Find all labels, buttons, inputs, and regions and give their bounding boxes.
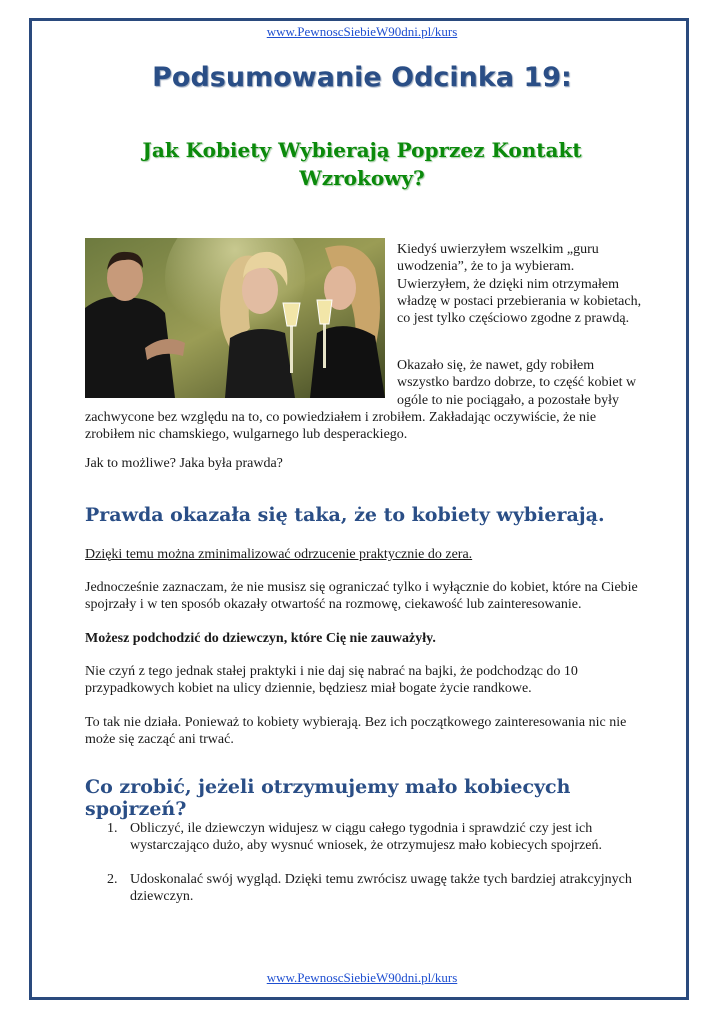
intro-paragraph-1: Kiedyś uwierzyłem wszelkim „guru uwodzenia”, że to ja wybieram. Uwierzyłem, że dzięki nim otrzymałem władzę w postaci przebierania w kobietach, co jest tylko częściowo zgodne z prawdą. (397, 242, 642, 327)
intro-paragraph-3: Jak to możliwe? Jaka była prawda? (85, 456, 283, 471)
section1-paragraph-4: Nie czyń z tego jednak stałej praktyki i nie daj się nabrać na bajki, że podchodząc do 10 przypadkowych kobiet na ulicy dziennie, będziesz miał bogate życie randkowe. (85, 664, 578, 697)
list-item-number: 2. (107, 871, 118, 887)
steps-list (85, 820, 645, 921)
header-link[interactable]: www.PewnoscSiebieW90dni.pl/kurs (266, 24, 458, 39)
list-item (85, 820, 645, 855)
photo-man-and-women-with-champagne (85, 238, 385, 398)
section-heading-truth: Prawda okazała się taka, że to kobiety wybierają. (85, 504, 605, 526)
section1-paragraph-5: To tak nie działa. Ponieważ to kobiety wybierają. Bez ich początkowego zainteresowania nic nie może się zacząć ani trwać. (85, 715, 627, 748)
footer-link[interactable]: www.PewnoscSiebieW90dni.pl/kurs (266, 970, 458, 985)
section1-paragraph-3: Możesz podchodzić do dziewczyn, które Cię nie zauważyły. (85, 631, 436, 646)
page-subtitle: Jak Kobiety Wybierają Poprzez Kontakt Wzrokowy? (142, 138, 582, 190)
section-heading-what-to-do: Co zrobić, jeżeli otrzymujemy mało kobiecych spojrzeń? (85, 776, 571, 820)
list-item-text: Udoskonalać swój wygląd. Dzięki temu zwrócisz uwagę także tych bardziej atrakcyjnych dziewczyn. (130, 871, 632, 904)
list-item (85, 871, 645, 906)
page-title: Podsumowanie Odcinka 19: (152, 62, 572, 93)
section1-paragraph-2: Jednocześnie zaznaczam, że nie musisz się ograniczać tylko i wyłącznie do kobiet, które na Ciebie spojrzały i w ten sposób okazały otwartość na rozmowę, ciekawość lub zainteresowanie. (85, 580, 638, 613)
section1-paragraph-1: Dzięki temu można zminimalizować odrzucenie praktycznie do zera. (85, 547, 473, 562)
list-item-number: 1. (107, 821, 118, 836)
list-item-text: Obliczyć, ile dziewczyn widujesz w ciągu całego tygodnia i sprawdzić czy jest ich wystarczająco dużo, aby wysnuć wniosek, że otrzymujesz mało kobiecych spojrzeń. (130, 821, 602, 854)
intro-paragraph-2-end: zachwycone bez względu na to, co powiedziałem i zrobiłem. Zakładając oczywiście, że nie zrobiłem nic chamskiego, wulgarnego lub desperackiego. (85, 410, 597, 443)
intro-paragraph-2-start: Okazało się, że nawet, gdy robiłem wszystko bardzo dobrze, to część kobiet w ogóle to nie pociągało, a pozostałe były (397, 358, 637, 408)
